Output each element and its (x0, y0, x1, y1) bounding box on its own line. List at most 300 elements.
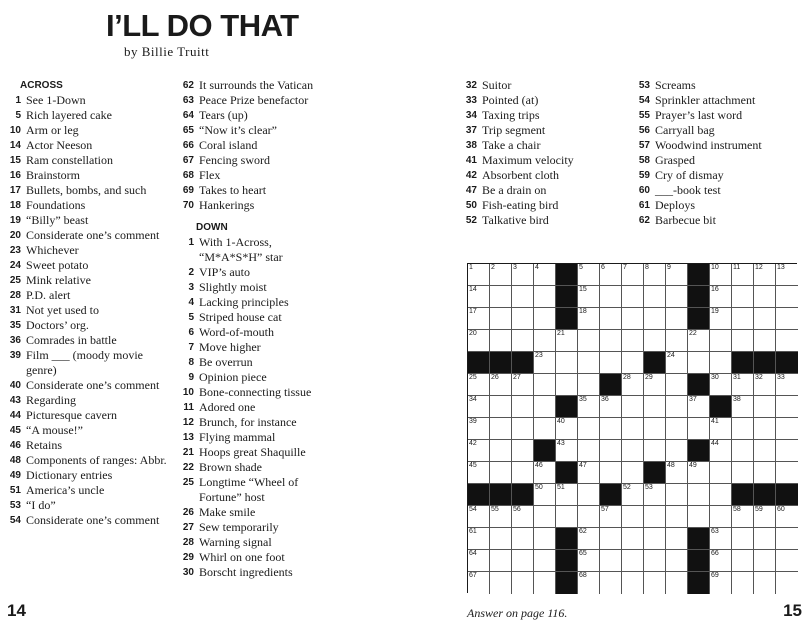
clue-text: Film ___ (moody movie genre) (26, 348, 143, 377)
grid-cell[interactable] (754, 330, 776, 352)
grid-cell[interactable] (644, 308, 666, 330)
down-clue (460, 153, 615, 168)
grid-cell[interactable] (578, 418, 600, 440)
cell-number: 10 (711, 264, 719, 271)
grid-cell[interactable] (776, 330, 798, 352)
grid-cell[interactable] (600, 286, 622, 308)
grid-block (468, 484, 490, 506)
grid-cell[interactable] (600, 462, 622, 484)
clue-text: Whirl on one foot (199, 550, 285, 564)
grid-cell[interactable] (622, 528, 644, 550)
down-clue (633, 213, 793, 228)
clue-text: Sweet potato (26, 258, 89, 272)
grid-cell[interactable] (578, 286, 600, 308)
grid-cell[interactable] (710, 264, 732, 286)
grid-cell[interactable] (622, 396, 644, 418)
cell-number: 17 (469, 308, 477, 315)
grid-cell[interactable] (600, 418, 622, 440)
grid-cell[interactable] (644, 506, 666, 528)
grid-cell[interactable] (732, 264, 754, 286)
grid-cell[interactable] (666, 506, 688, 528)
grid-cell[interactable] (666, 264, 688, 286)
clue-text: Borscht ingredients (199, 565, 293, 579)
cell-number: 64 (469, 550, 477, 557)
clue-text: Picturesque cavern (26, 408, 117, 422)
grid-cell[interactable] (578, 264, 600, 286)
across-clue (6, 93, 176, 108)
grid-block (556, 286, 578, 308)
grid-cell[interactable] (490, 286, 512, 308)
grid-cell[interactable] (622, 484, 644, 506)
clue-text: Word-of-mouth (199, 325, 275, 339)
across-clue (6, 138, 176, 153)
grid-cell[interactable] (534, 374, 556, 396)
grid-block (512, 352, 534, 374)
grid-cell[interactable] (754, 308, 776, 330)
cell-number: 45 (469, 462, 477, 469)
grid-cell[interactable] (776, 528, 798, 550)
grid-cell[interactable] (468, 286, 490, 308)
grid-cell[interactable] (754, 286, 776, 308)
grid-cell[interactable] (732, 550, 754, 572)
grid-cell[interactable] (688, 418, 710, 440)
grid-cell[interactable] (776, 572, 798, 594)
grid-cell[interactable] (666, 286, 688, 308)
grid-cell[interactable] (490, 330, 512, 352)
grid-cell[interactable] (556, 374, 578, 396)
clue-text: Take a chair (482, 138, 541, 152)
clue-number: 48 (9, 455, 21, 466)
grid-cell[interactable] (776, 506, 798, 528)
grid-cell[interactable] (710, 484, 732, 506)
grid-cell[interactable] (490, 462, 512, 484)
grid-cell[interactable] (732, 506, 754, 528)
grid-cell[interactable] (622, 440, 644, 462)
clue-text: Cry of dismay (655, 168, 724, 182)
across-clue (6, 183, 176, 198)
grid-cell[interactable] (666, 572, 688, 594)
grid-cell[interactable] (776, 440, 798, 462)
clue-text: Doctors’ org. (26, 318, 89, 332)
clue-text: Fish-eating bird (482, 198, 559, 212)
grid-block (688, 528, 710, 550)
clue-text: Warning signal (199, 535, 272, 549)
grid-cell[interactable] (710, 330, 732, 352)
clue-text: Regarding (26, 393, 76, 407)
grid-cell[interactable] (556, 506, 578, 528)
cell-number: 49 (689, 462, 697, 469)
cell-number: 2 (491, 264, 495, 271)
grid-cell[interactable] (534, 396, 556, 418)
grid-cell[interactable] (490, 418, 512, 440)
grid-cell[interactable] (600, 308, 622, 330)
grid-cell[interactable] (732, 374, 754, 396)
grid-cell[interactable] (644, 572, 666, 594)
grid-cell[interactable] (732, 462, 754, 484)
grid-cell[interactable] (578, 484, 600, 506)
grid-cell[interactable] (644, 440, 666, 462)
grid-cell[interactable] (710, 286, 732, 308)
grid-cell[interactable] (776, 462, 798, 484)
grid-cell[interactable] (600, 506, 622, 528)
grid-cell[interactable] (600, 264, 622, 286)
grid-cell[interactable] (666, 462, 688, 484)
clue-number: 5 (188, 312, 194, 323)
clue-text: Considerate one’s comment (26, 228, 160, 242)
clue-text: Coral island (199, 138, 258, 152)
grid-cell[interactable] (512, 330, 534, 352)
grid-cell[interactable] (468, 528, 490, 550)
across-clue (6, 438, 176, 453)
across-clue (6, 273, 176, 288)
grid-cell[interactable] (732, 308, 754, 330)
grid-cell[interactable] (512, 374, 534, 396)
across-clue (6, 288, 176, 303)
grid-cell[interactable] (578, 352, 600, 374)
grid-cell[interactable] (490, 572, 512, 594)
down-clue (460, 78, 615, 93)
down-clue (178, 445, 338, 460)
grid-cell[interactable] (710, 572, 732, 594)
clue-text: Components of ranges: Abbr. (26, 453, 167, 467)
grid-cell[interactable] (490, 528, 512, 550)
down-clue (633, 198, 793, 213)
grid-cell[interactable] (490, 308, 512, 330)
grid-cell[interactable] (754, 550, 776, 572)
across-clue (6, 408, 176, 423)
grid-cell[interactable] (776, 550, 798, 572)
grid-cell[interactable] (710, 550, 732, 572)
grid-cell[interactable] (578, 330, 600, 352)
grid-cell[interactable] (622, 506, 644, 528)
grid-cell[interactable] (666, 352, 688, 374)
grid-cell[interactable] (556, 330, 578, 352)
clue-column-3 (460, 78, 615, 228)
grid-block (556, 572, 578, 594)
grid-cell[interactable] (666, 396, 688, 418)
grid-cell[interactable] (578, 440, 600, 462)
grid-cell[interactable] (644, 528, 666, 550)
grid-cell[interactable] (490, 506, 512, 528)
clue-text: Dictionary entries (26, 468, 113, 482)
grid-cell[interactable] (578, 374, 600, 396)
grid-cell[interactable] (534, 572, 556, 594)
grid-cell[interactable] (534, 550, 556, 572)
clue-number: 10 (182, 387, 194, 398)
cell-number: 42 (469, 440, 477, 447)
grid-cell[interactable] (732, 286, 754, 308)
down-clue (460, 183, 615, 198)
cell-number: 15 (579, 286, 587, 293)
cell-number: 36 (601, 396, 609, 403)
across-clue (6, 168, 176, 183)
grid-cell[interactable] (578, 550, 600, 572)
grid-cell[interactable] (622, 572, 644, 594)
grid-cell[interactable] (490, 396, 512, 418)
clue-number: 41 (465, 155, 477, 166)
grid-cell[interactable] (534, 264, 556, 286)
grid-cell[interactable] (534, 462, 556, 484)
grid-cell[interactable] (556, 484, 578, 506)
grid-cell[interactable] (600, 572, 622, 594)
across-clue (6, 453, 176, 468)
grid-cell[interactable] (490, 550, 512, 572)
grid-cell[interactable] (578, 462, 600, 484)
grid-cell[interactable] (512, 528, 534, 550)
grid-cell[interactable] (622, 286, 644, 308)
grid-cell[interactable] (556, 418, 578, 440)
grid-cell[interactable] (468, 308, 490, 330)
down-clue (178, 325, 338, 340)
grid-cell[interactable] (534, 528, 556, 550)
grid-cell[interactable] (622, 308, 644, 330)
grid-cell[interactable] (776, 286, 798, 308)
grid-cell[interactable] (468, 330, 490, 352)
grid-block (732, 352, 754, 374)
grid-cell[interactable] (512, 440, 534, 462)
cell-number: 8 (645, 264, 649, 271)
grid-cell[interactable] (622, 264, 644, 286)
clue-text: Hoops great Shaquille (199, 445, 306, 459)
clue-number: 66 (182, 140, 194, 151)
grid-cell[interactable] (776, 264, 798, 286)
grid-cell[interactable] (732, 528, 754, 550)
grid-cell[interactable] (468, 550, 490, 572)
clue-number: 58 (638, 155, 650, 166)
grid-cell[interactable] (622, 352, 644, 374)
grid-cell[interactable] (600, 396, 622, 418)
grid-cell[interactable] (754, 440, 776, 462)
grid-cell[interactable] (732, 330, 754, 352)
grid-cell[interactable] (468, 440, 490, 462)
clue-text: Brown shade (199, 460, 262, 474)
grid-cell[interactable] (622, 374, 644, 396)
grid-cell[interactable] (710, 528, 732, 550)
clue-number: 14 (9, 140, 21, 151)
grid-cell[interactable] (644, 286, 666, 308)
grid-cell[interactable] (754, 264, 776, 286)
grid-cell[interactable] (468, 506, 490, 528)
grid-cell[interactable] (534, 418, 556, 440)
grid-cell[interactable] (468, 396, 490, 418)
grid-cell[interactable] (468, 264, 490, 286)
grid-cell[interactable] (468, 418, 490, 440)
clue-text: Prayer’s last word (655, 108, 743, 122)
clue-text: Brainstorm (26, 168, 80, 182)
cell-number: 53 (645, 484, 653, 491)
grid-cell[interactable] (710, 352, 732, 374)
clue-number: 44 (9, 410, 21, 421)
grid-cell[interactable] (578, 506, 600, 528)
grid-cell[interactable] (600, 440, 622, 462)
grid-cell[interactable] (512, 264, 534, 286)
cell-number: 59 (755, 506, 763, 513)
clue-text: “Billy” beast (26, 213, 89, 227)
grid-cell[interactable] (556, 352, 578, 374)
grid-cell[interactable] (666, 374, 688, 396)
grid-cell[interactable] (776, 308, 798, 330)
grid-cell[interactable] (732, 418, 754, 440)
grid-cell[interactable] (490, 264, 512, 286)
grid-cell[interactable] (688, 396, 710, 418)
clue-column-4 (633, 78, 793, 228)
grid-cell[interactable] (688, 462, 710, 484)
grid-cell[interactable] (644, 330, 666, 352)
grid-cell[interactable] (710, 418, 732, 440)
grid-cell[interactable] (468, 374, 490, 396)
grid-cell[interactable] (754, 374, 776, 396)
grid-cell[interactable] (710, 462, 732, 484)
grid-cell[interactable] (666, 440, 688, 462)
grid-cell[interactable] (512, 506, 534, 528)
grid-cell[interactable] (666, 418, 688, 440)
grid-block (688, 440, 710, 462)
clue-text: Move higher (199, 340, 261, 354)
grid-cell[interactable] (512, 286, 534, 308)
grid-cell[interactable] (490, 440, 512, 462)
grid-cell[interactable] (578, 572, 600, 594)
cell-number: 13 (777, 264, 785, 271)
grid-cell[interactable] (534, 352, 556, 374)
grid-cell[interactable] (468, 462, 490, 484)
grid-cell[interactable] (710, 506, 732, 528)
grid-cell[interactable] (688, 330, 710, 352)
grid-cell[interactable] (754, 396, 776, 418)
down-clue (178, 460, 338, 475)
clue-text: Brunch, for instance (199, 415, 297, 429)
grid-cell[interactable] (710, 440, 732, 462)
down-clue (178, 475, 338, 505)
clue-number: 39 (9, 350, 21, 361)
grid-cell[interactable] (600, 330, 622, 352)
clue-text: Deploys (655, 198, 695, 212)
grid-cell[interactable] (578, 528, 600, 550)
down-clue (460, 213, 615, 228)
clue-text: Tears (up) (199, 108, 248, 122)
grid-cell[interactable] (666, 484, 688, 506)
grid-cell[interactable] (600, 550, 622, 572)
clue-number: 27 (182, 522, 194, 533)
grid-cell[interactable] (776, 396, 798, 418)
clue-text: Bone-connecting tissue (199, 385, 312, 399)
grid-cell[interactable] (732, 440, 754, 462)
clue-text: Sprinkler attachment (655, 93, 756, 107)
grid-cell[interactable] (512, 418, 534, 440)
grid-cell[interactable] (512, 462, 534, 484)
clue-number: 59 (638, 170, 650, 181)
grid-cell[interactable] (754, 572, 776, 594)
grid-cell[interactable] (688, 484, 710, 506)
cell-number: 32 (755, 374, 763, 381)
grid-block (600, 484, 622, 506)
grid-cell[interactable] (512, 308, 534, 330)
clue-text: Peace Prize benefactor (199, 93, 309, 107)
grid-cell[interactable] (468, 572, 490, 594)
grid-cell[interactable] (666, 528, 688, 550)
clue-number: 60 (638, 185, 650, 196)
grid-cell[interactable] (556, 440, 578, 462)
grid-cell[interactable] (622, 330, 644, 352)
clue-number: 1 (188, 237, 194, 248)
clue-number: 25 (182, 477, 194, 488)
clue-number: 68 (182, 170, 194, 181)
grid-cell[interactable] (622, 550, 644, 572)
grid-block (776, 352, 798, 374)
grid-cell[interactable] (666, 550, 688, 572)
grid-cell[interactable] (490, 374, 512, 396)
down-clue (633, 108, 793, 123)
clue-number: 7 (188, 342, 194, 353)
clue-text: Bullets, bombs, and such (26, 183, 147, 197)
grid-cell[interactable] (754, 418, 776, 440)
grid-cell[interactable] (622, 418, 644, 440)
grid-cell[interactable] (644, 264, 666, 286)
grid-cell[interactable] (644, 484, 666, 506)
clue-number: 40 (9, 380, 21, 391)
grid-cell[interactable] (688, 506, 710, 528)
clue-text: Pointed (at) (482, 93, 539, 107)
cell-number: 63 (711, 528, 719, 535)
grid-cell[interactable] (622, 462, 644, 484)
grid-cell[interactable] (732, 572, 754, 594)
grid-cell[interactable] (534, 330, 556, 352)
grid-cell[interactable] (512, 550, 534, 572)
grid-cell[interactable] (776, 374, 798, 396)
grid-cell[interactable] (688, 352, 710, 374)
grid-cell[interactable] (732, 396, 754, 418)
across-clue (6, 123, 176, 138)
grid-cell[interactable] (776, 418, 798, 440)
grid-cell[interactable] (512, 396, 534, 418)
grid-cell[interactable] (512, 572, 534, 594)
grid-cell[interactable] (534, 286, 556, 308)
grid-cell[interactable] (666, 330, 688, 352)
grid-cell[interactable] (644, 418, 666, 440)
grid-cell[interactable] (754, 528, 776, 550)
grid-cell[interactable] (578, 396, 600, 418)
cell-number: 4 (535, 264, 539, 271)
grid-cell[interactable] (644, 550, 666, 572)
grid-cell[interactable] (600, 528, 622, 550)
grid-cell[interactable] (534, 308, 556, 330)
grid-cell[interactable] (578, 308, 600, 330)
down-clue (178, 235, 338, 265)
clue-number: 21 (182, 447, 194, 458)
clue-text: VIP’s auto (199, 265, 250, 279)
grid-cell[interactable] (534, 506, 556, 528)
grid-cell[interactable] (754, 462, 776, 484)
clue-number: 32 (465, 80, 477, 91)
clue-text: Maximum velocity (482, 153, 574, 167)
grid-cell[interactable] (534, 484, 556, 506)
grid-block (556, 396, 578, 418)
clue-text: Opinion piece (199, 370, 267, 384)
grid-cell[interactable] (710, 374, 732, 396)
cell-number: 31 (733, 374, 741, 381)
across-clue (178, 168, 338, 183)
grid-cell[interactable] (666, 308, 688, 330)
grid-cell[interactable] (710, 308, 732, 330)
grid-cell[interactable] (644, 374, 666, 396)
grid-cell[interactable] (600, 352, 622, 374)
across-clue (6, 393, 176, 408)
cell-number: 20 (469, 330, 477, 337)
grid-cell[interactable] (754, 506, 776, 528)
clue-text: Considerate one’s comment (26, 513, 160, 527)
clue-number: 28 (182, 537, 194, 548)
cell-number: 37 (689, 396, 697, 403)
grid-cell[interactable] (644, 396, 666, 418)
